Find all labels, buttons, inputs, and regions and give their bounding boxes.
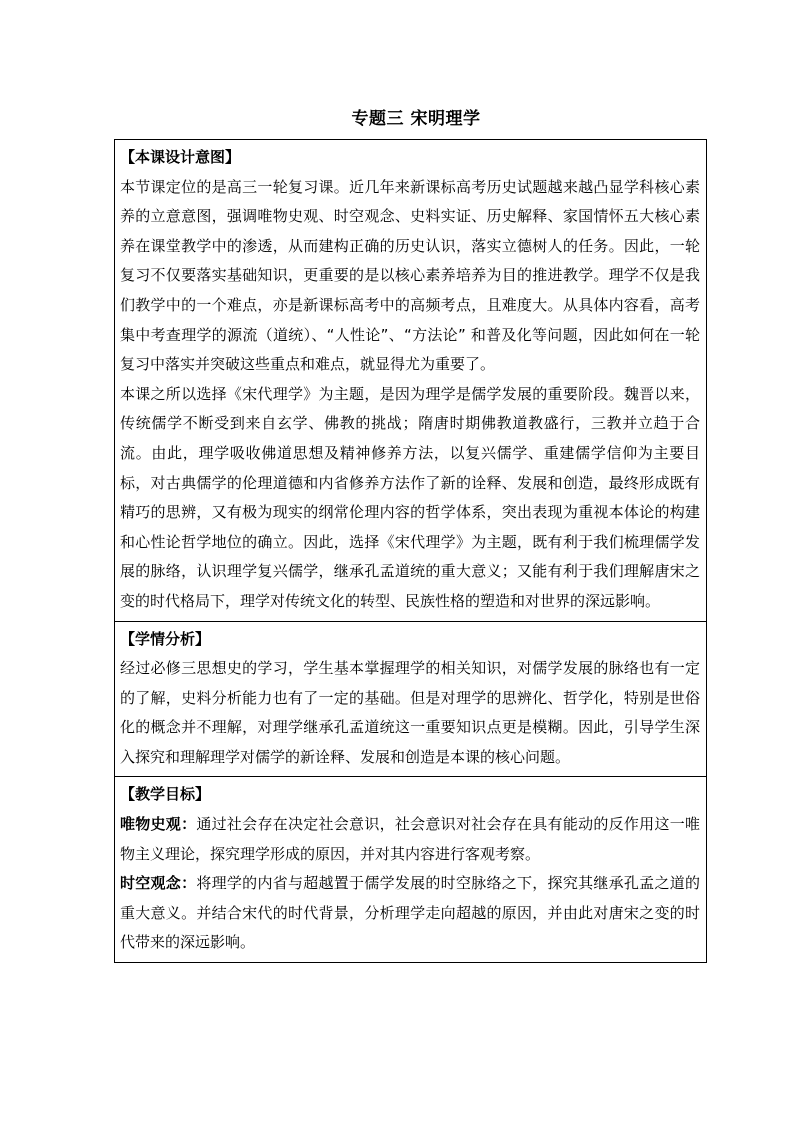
goal-item-spacetime: [120, 869, 700, 958]
design-intent-row: [115, 140, 707, 622]
goal-text-materialism: 通过社会存在决定社会意识，社会意识对社会存在具有能动的反作用这一唯物主义理论，探究理学形成的原因，并对其内容进行客观考察。: [120, 815, 700, 863]
teaching-goals-cell: [115, 777, 707, 963]
learner-analysis-paragraph: 经过必修三思想史的学习，学生基本掌握理学的相关知识，对儒学发展的脉络也有一定的了解，史料分析能力也有了一定的基础。但是对理学的思辨化、哲学化，特别是世俗化的概念并不理解，对理学继承孔孟道统这一重要知识点更是模糊。因此，引导学生深入探究和理解理学对儒学的新诠释、发展和创造是本课的核心问题。: [120, 659, 700, 766]
design-intent-paragraph-2: 本课之所以选择《宋代理学》为主题，是因为理学是儒学发展的重要阶段。魏晋以来，传统儒学不断受到来自玄学、佛教的挑战；隋唐时期佛教道教盛行，三教并立趋于合流。由此，理学吸收佛道思想及精神修养方法，以复兴儒学、重建儒学信仰为主要目标，对古典儒学的伦理道德和内省修养方法作了新的诠释、发展和创造，最终形成既有精巧的思辨，又有极为现实的纲常伦理内容的哲学体系，突出表现为重视本体论的构建和心性论哲学地位的确立。因此，选择《宋代理学》为主题，既有利于我们梳理儒学发展的脉络，认识理学复兴儒学，继承孔孟道统的重大意义；又能有利于我们理解唐宋之变的时代格局下，理学对传统文化的转型、民族性格的塑造和对世界的深远影响。: [120, 384, 700, 610]
goal-lead-materialism: 唯物史观：: [120, 815, 197, 834]
goal-lead-spacetime: 时空观念：: [120, 874, 197, 893]
section-heading-design-intent: 【本课设计意图】: [120, 148, 241, 166]
learner-analysis-row: [115, 621, 707, 777]
learner-analysis-cell: [115, 621, 707, 777]
design-intent-cell: [115, 140, 707, 622]
lesson-plan-table: [114, 139, 707, 963]
goal-text-spacetime: 将理学的内省与超越置于儒学发展的时空脉络之下，探究其继承孔孟之道的重大意义。并结合宋代的时代背景，分析理学走向超越的原因，并由此对唐宋之变的时代带来的深远影响。: [120, 874, 700, 952]
section-heading-teaching-goals: 【教学目标】: [120, 785, 211, 804]
design-intent-paragraph-1: 本节课定位的是高三一轮复习课。近几年来新课标高考历史试题越来越凸显学科核心素养的立意意图，强调唯物史观、时空观念、史料实证、历史解释、家国情怀五大核心素养在课堂教学中的渗透，从而建构正确的历史认识，落实立德树人的任务。因此，一轮复习不仅要落实基础知识，更重要的是以核心素养培养为目的推进教学。理学不仅是我们教学中的一个难点，亦是新课标高考中的高频考点，且难度大。从具体内容看，高考集中考查理学的源流（道统）、“人性论”、“方法论” 和普及化等问题，因此如何在一轮复习中落实并突破这些重点和难点，就显得尤为重要了。: [120, 177, 700, 374]
goal-item-materialism: [120, 810, 700, 869]
teaching-goals-row: [115, 777, 707, 963]
section-heading-learner-analysis: 【学情分析】: [120, 629, 211, 648]
page-title: 专题三 宋明理学: [351, 109, 481, 129]
